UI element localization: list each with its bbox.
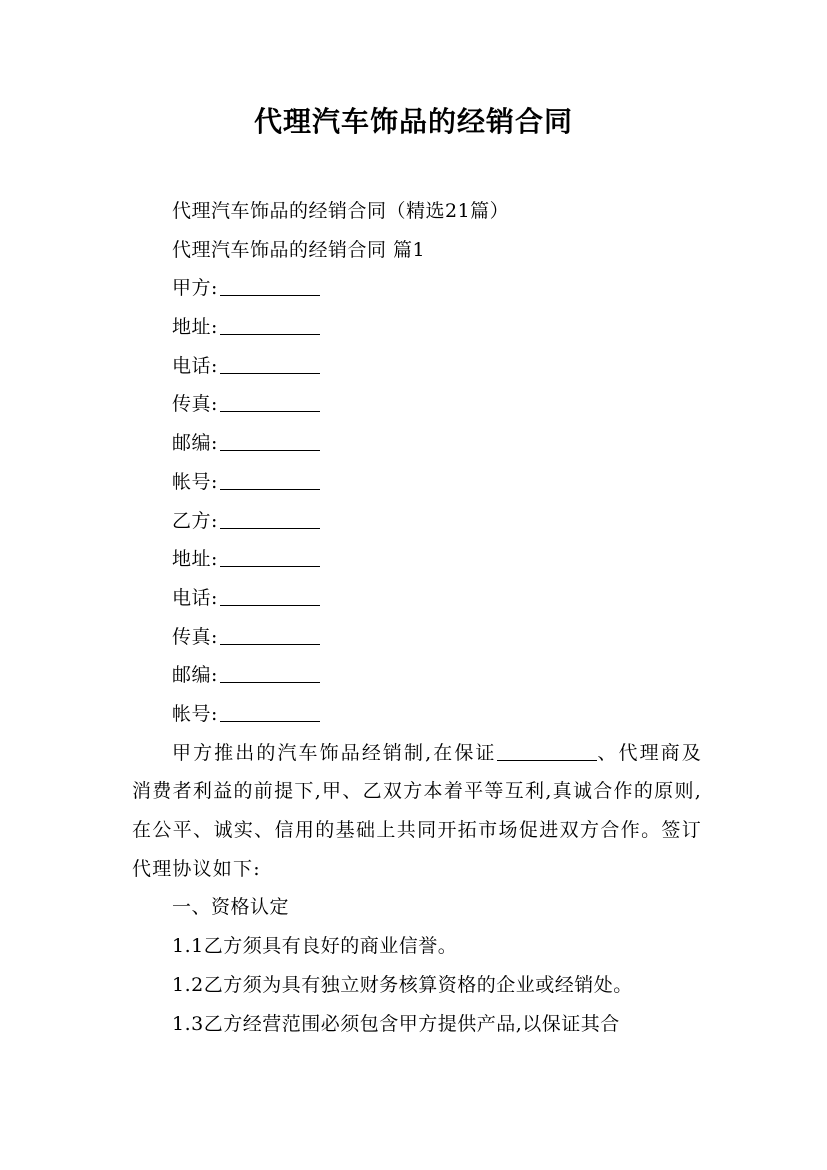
clause-1-2: 1.2乙方须为具有独立财务核算资格的企业或经销处。 [172, 973, 633, 996]
party-a-phone-label: 电话: [172, 354, 218, 377]
party-b-account-row [132, 695, 702, 734]
party-b-phone-row [132, 579, 702, 618]
party-a-address-row [132, 308, 702, 347]
party-a-fax-row [132, 385, 702, 424]
party-a-zip-row [132, 424, 702, 463]
party-a-address-label: 地址: [172, 316, 218, 339]
intro-paragraph [132, 734, 702, 889]
document-title: 代理汽车饰品的经销合同 [253, 105, 573, 138]
party-a-name-row [132, 269, 702, 308]
document-body [132, 192, 702, 1043]
section-heading: 代理汽车饰品的经销合同 篇1 [172, 238, 426, 261]
party-b-address-label: 地址: [172, 548, 218, 571]
party-b-zip-blank [220, 664, 320, 683]
document-subtitle: 代理汽车饰品的经销合同（精选21篇） [172, 200, 510, 222]
party-a-name-label: 甲方: [172, 277, 218, 300]
party-a-fax-label: 传真: [172, 393, 218, 416]
clause-heading-1: 一、资格认定 [172, 896, 290, 919]
party-b-name-blank [220, 510, 320, 529]
party-a-account-row [132, 463, 702, 502]
party-b-zip-row [132, 656, 702, 695]
party-b-address-row [132, 540, 702, 579]
party-a-zip-blank [220, 432, 320, 451]
party-a-account-blank [220, 471, 320, 490]
party-a-phone-blank [220, 355, 320, 374]
party-b-account-blank [220, 703, 320, 722]
party-a-address-blank [220, 316, 320, 335]
party-a-account-label: 帐号: [172, 470, 218, 493]
party-b-phone-blank [220, 587, 320, 606]
party-b-account-label: 帐号: [172, 702, 218, 725]
party-b-name-row [132, 502, 702, 541]
clause-1-1: 1.1乙方须具有良好的商业信誉。 [172, 935, 458, 958]
party-b-fax-label: 传真: [172, 625, 218, 648]
party-a-phone-row [132, 347, 702, 386]
party-a-fax-blank [220, 393, 320, 412]
intro-text-part1: 甲方推出的汽车饰品经销制,在保证 [172, 741, 497, 764]
party-a-name-blank [220, 277, 320, 296]
party-b-fax-blank [220, 626, 320, 645]
party-a-zip-label: 邮编: [172, 432, 218, 455]
party-b-phone-label: 电话: [172, 586, 218, 609]
party-b-name-label: 乙方: [172, 509, 218, 532]
clause-1-3: 1.3乙方经营范围必须包含甲方提供产品,以保证其合 [172, 1012, 620, 1035]
party-b-zip-label: 邮编: [172, 664, 218, 687]
intro-blank [497, 742, 597, 761]
intro-text-part2: 、代理商及消费者利益的前提下,甲、乙双方本着平等互利,真诚合作的原则,在公平、诚实、信用的基础上共同开拓市场促进双方合作。签订代理协议如下: [132, 741, 702, 880]
party-b-address-blank [220, 548, 320, 567]
party-b-fax-row [132, 618, 702, 657]
